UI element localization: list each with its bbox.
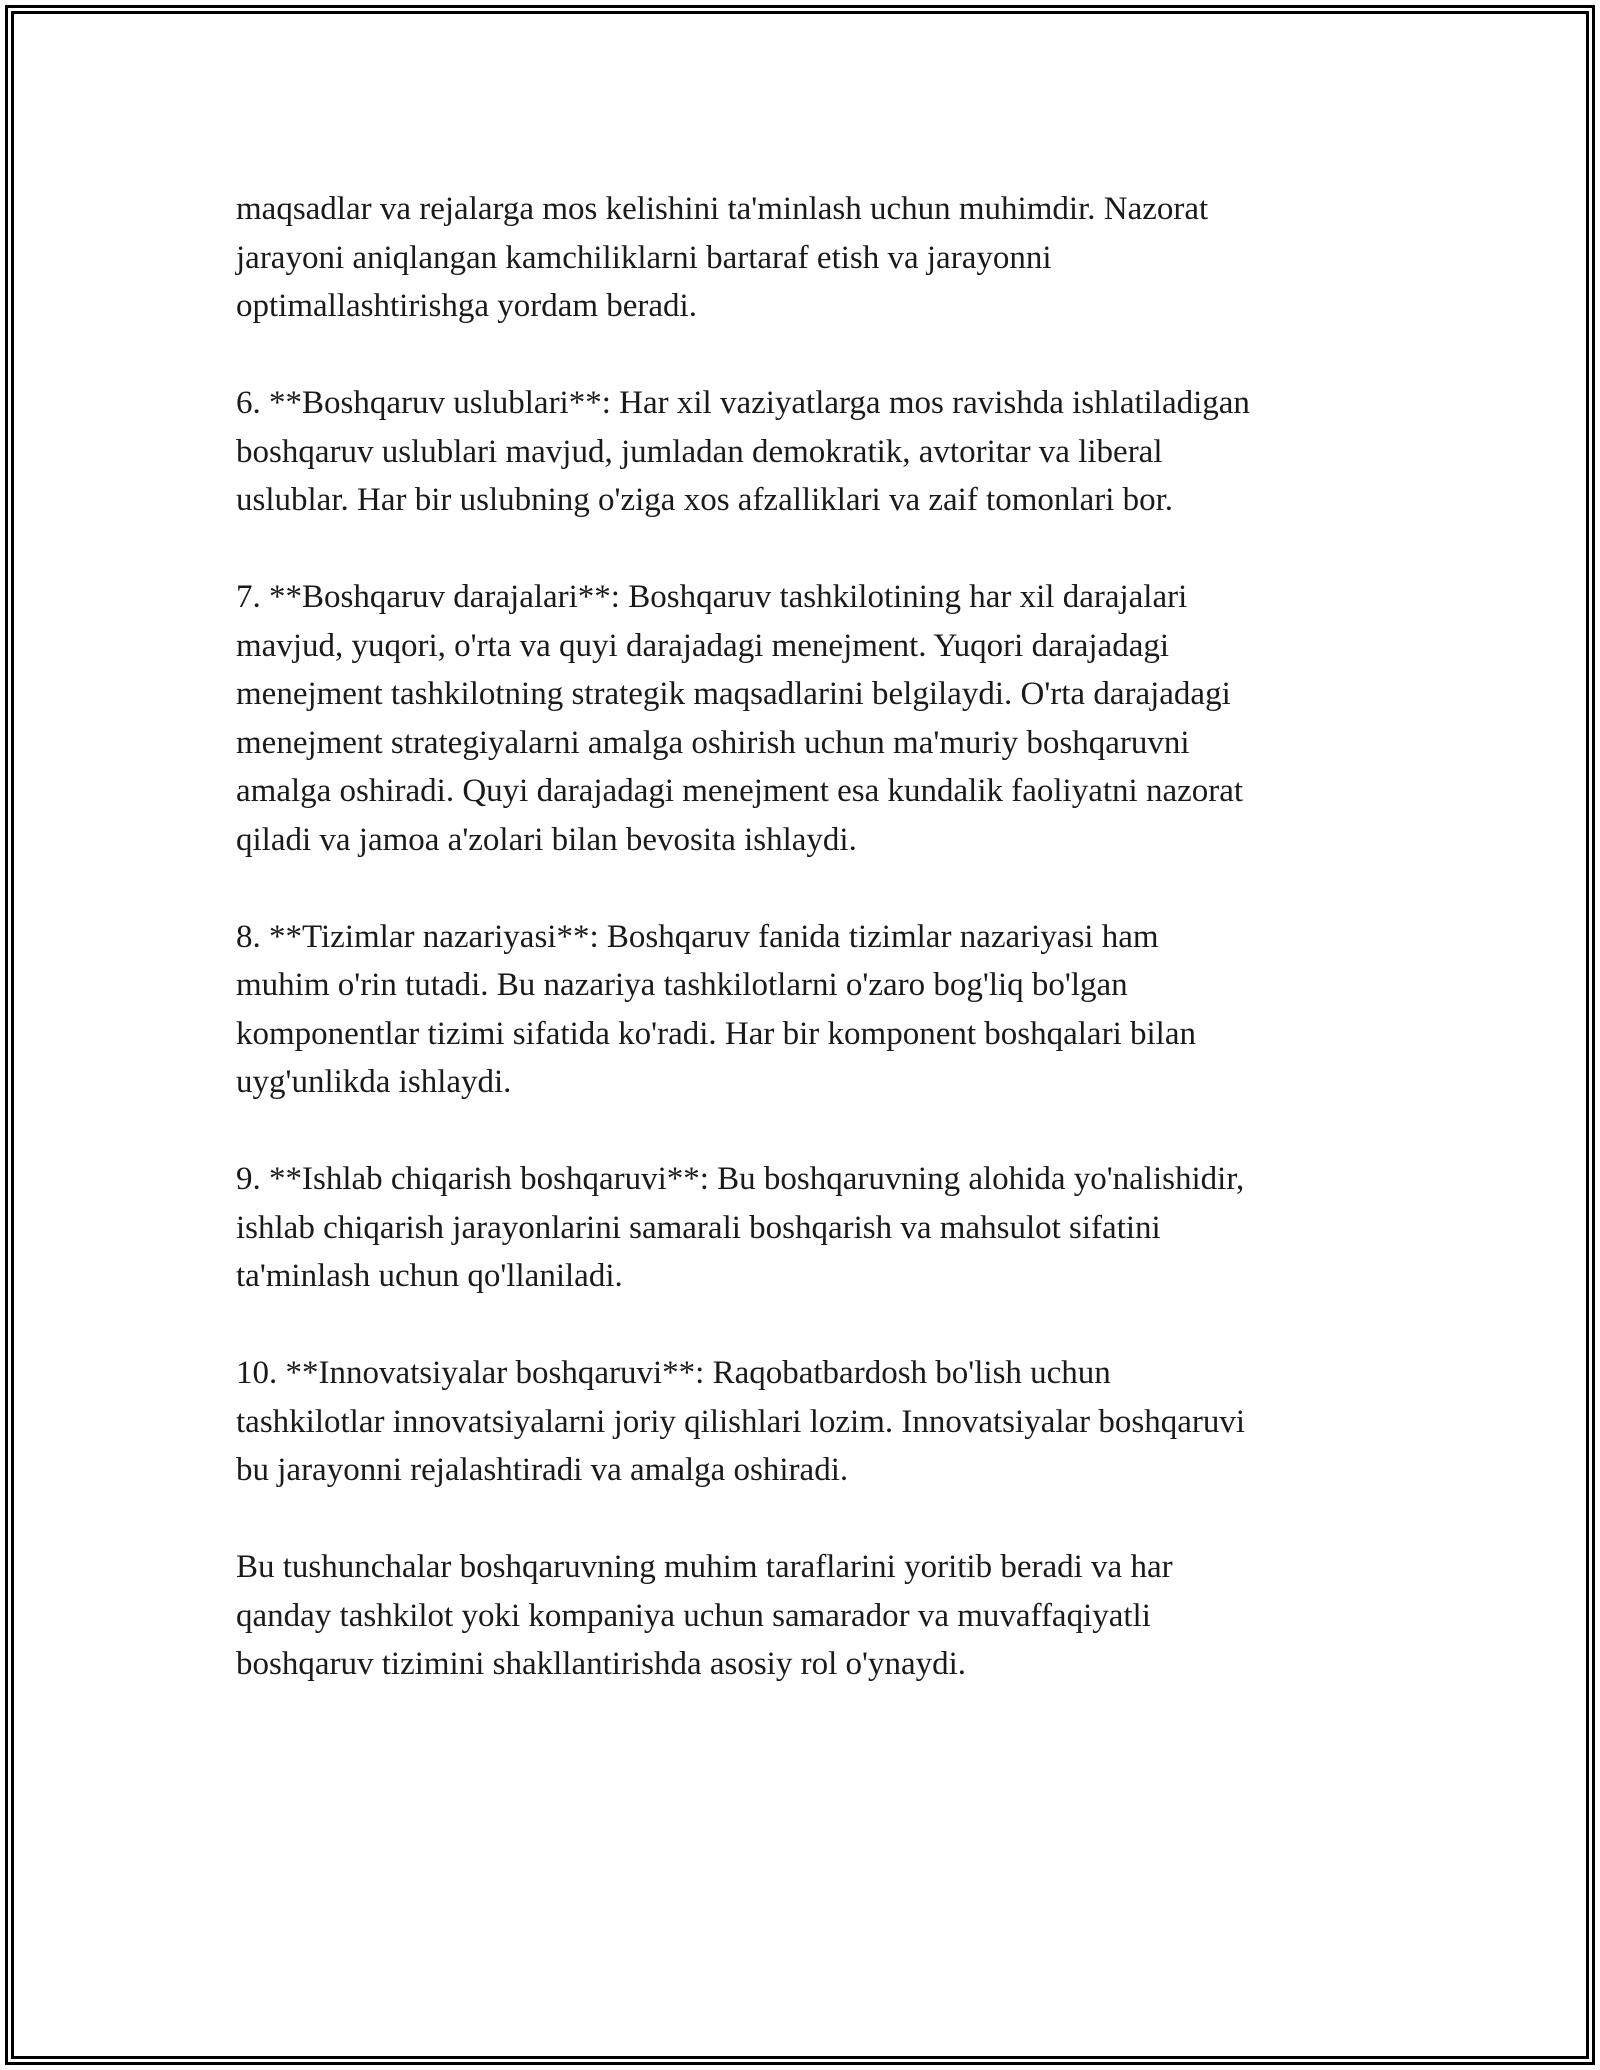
paragraph-management-styles: 6. **Boshqaruv uslublari**: Har xil vaziyatlarga mos ravishda ishlatiladigan boshqaruv uslublari mavjud, jumladan demokratik, avtoritar va liberal uslublar. Har bir uslubning o'ziga xos afzalliklari va zaif tomonlari bor.: [236, 385, 1250, 518]
paragraph-conclusion: Bu tushunchalar boshqaruvning muhim taraflarini yoritib beradi va har qanday tashkilot yoki kompaniya uchun samarador va muvaffaqiyatli boshqaruv tizimini shakllantirishda asosiy rol o'ynaydi.: [236, 1549, 1173, 1682]
paragraph-systems-theory: 8. **Tizimlar nazariyasi**: Boshqaruv fanida tizimlar nazariyasi ham muhim o'rin tutadi. Bu nazariya tashkilotlarni o'zaro bog'liq bo'lgan komponentlar tizimi sifatida ko'radi. Har bir komponent boshqalari bilan uyg'unlikda ishlaydi.: [236, 918, 1196, 1100]
paragraph-management-levels: 7. **Boshqaruv darajalari**: Boshqaruv tashkilotining har xil darajalari mavjud, yuqori, o'rta va quyi darajadagi menejment. Yuqori darajadagi menejment tashkilotning strategik maqsadlarini belgilaydi. O'rta darajadagi menejment strategiyalarni amalga oshirish uchun ma'muriy boshqaruvni amalga oshiradi. Quyi darajadagi menejment esa kundalik faoliyatni nazorat qiladi va jamoa a'zolari bilan bevosita ishlaydi.: [236, 579, 1244, 858]
paragraph-control-continuation: maqsadlar va rejalarga mos kelishini ta'minlash uchun muhimdir. Nazorat jarayoni aniqlangan kamchiliklarni bartaraf etish va jarayonni optimallashtirishga yordam beradi.: [236, 191, 1209, 324]
document-body: [236, 185, 1376, 1689]
paragraph-production-management: 9. **Ishlab chiqarish boshqaruvi**: Bu boshqaruvning alohida yo'nalishidir, ishlab chiqarish jarayonlarini samarali boshqarish va mahsulot sifatini ta'minlash uchun qo'llaniladi.: [236, 1161, 1245, 1294]
paragraph-innovation-management: 10. **Innovatsiyalar boshqaruvi**: Raqobatbardosh bo'lish uchun tashkilotlar innovatsiyalarni joriy qilishlari lozim. Innovatsiyalar boshqaruvi bu jarayonni rejalashtiradi va amalga oshiradi.: [236, 1355, 1246, 1488]
